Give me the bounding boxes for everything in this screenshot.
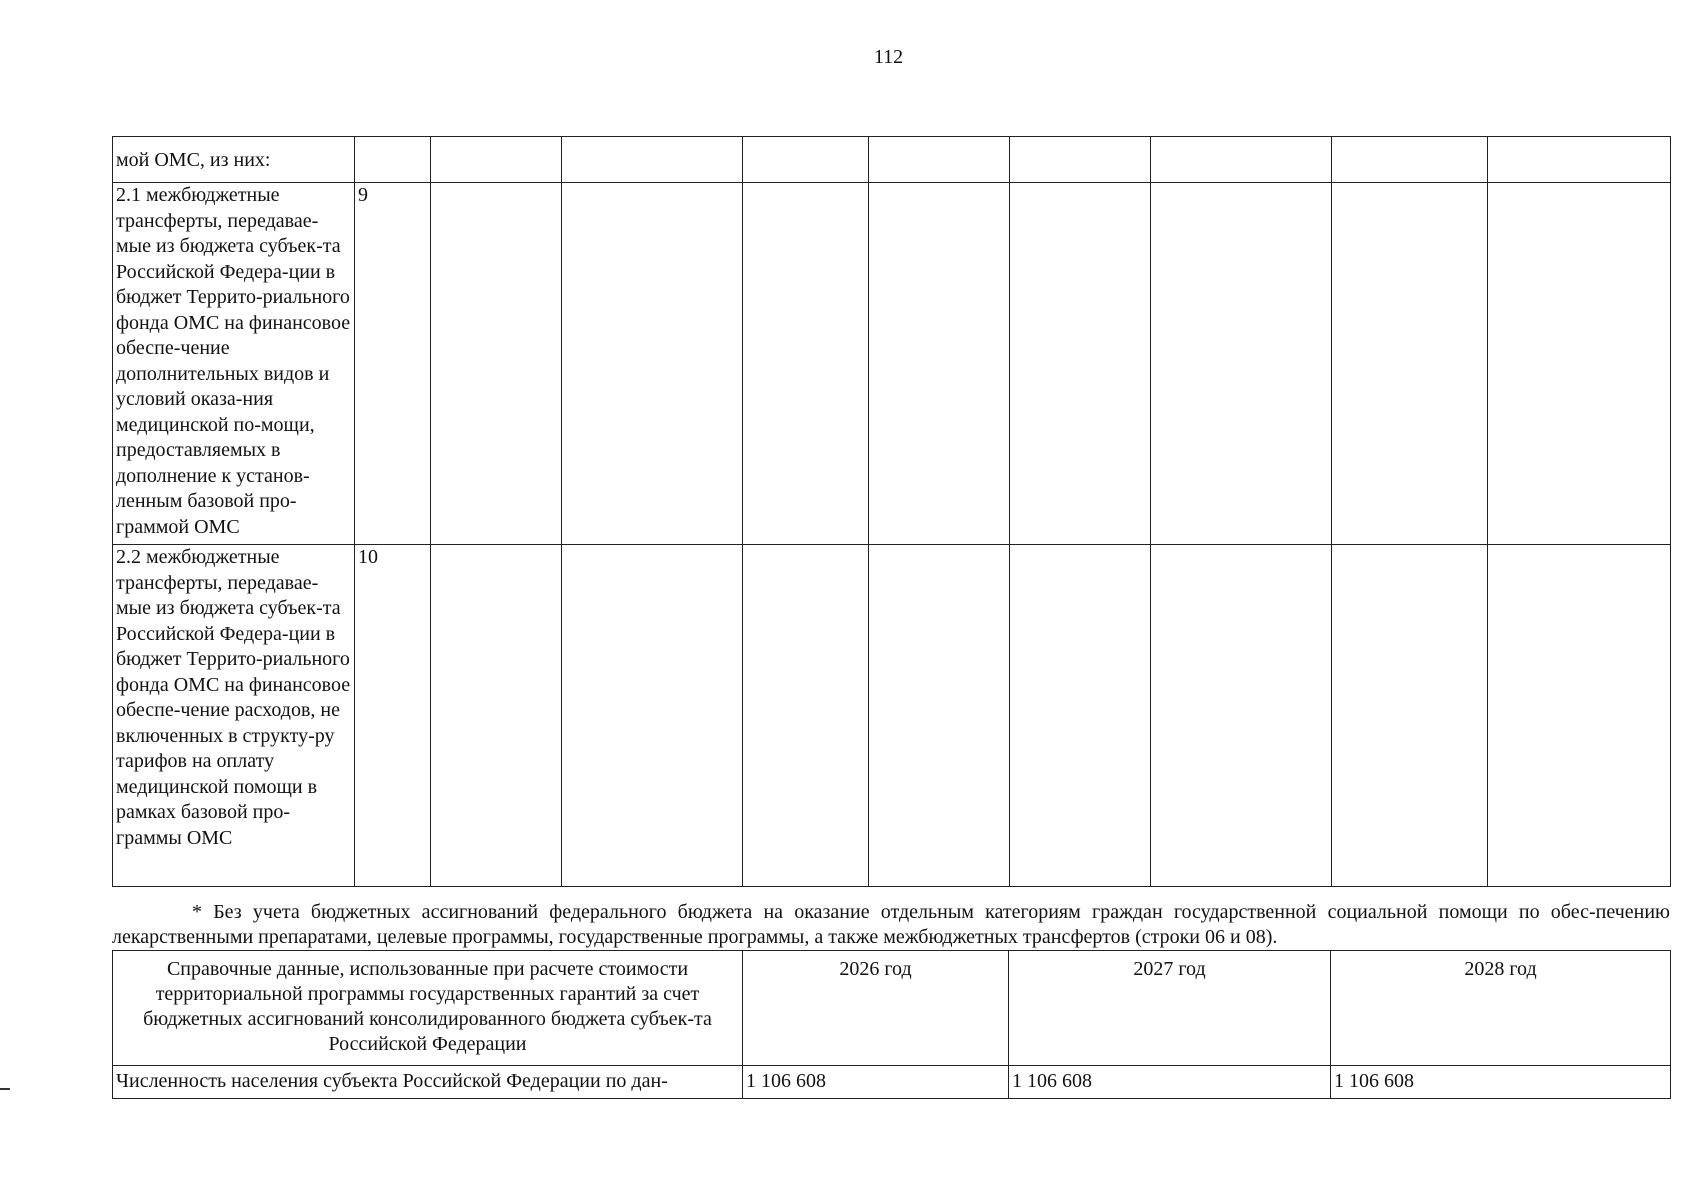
empty-cell <box>869 137 1010 183</box>
page-number: 112 <box>873 46 904 68</box>
empty-cell <box>1010 137 1151 183</box>
empty-cell <box>1488 183 1671 545</box>
year-header: 2028 год <box>1331 951 1671 1066</box>
year-header: 2027 год <box>1009 951 1331 1066</box>
row-number: 9 <box>355 183 431 545</box>
empty-cell <box>1151 183 1332 545</box>
population-value: 1 106 608 <box>1331 1066 1671 1099</box>
reference-description-header: Справочные данные, использованные при расчете стоимости территориальной программы государственных гарантий за счет бюджетных ассигнований консолидированного бюджета субъек-та Российской Федерации <box>113 951 743 1066</box>
empty-cell <box>562 183 743 545</box>
empty-cell <box>743 137 869 183</box>
table-row <box>113 1066 1671 1099</box>
empty-cell <box>743 183 869 545</box>
population-value: 1 106 608 <box>743 1066 1009 1099</box>
empty-cell <box>1010 183 1151 545</box>
population-value: 1 106 608 <box>1009 1066 1331 1099</box>
empty-cell <box>1332 545 1488 887</box>
empty-cell <box>1488 545 1671 887</box>
row-label: мой ОМС, из них: <box>113 137 355 183</box>
empty-cell <box>431 183 562 545</box>
row-number: 10 <box>355 545 431 887</box>
population-label: Численность населения субъекта Российской Федерации по дан- <box>113 1066 743 1099</box>
empty-cell <box>431 545 562 887</box>
empty-cell <box>869 183 1010 545</box>
margin-tick-mark <box>0 1088 10 1090</box>
empty-cell <box>1151 545 1332 887</box>
empty-cell <box>562 545 743 887</box>
footnote: * Без учета бюджетных ассигнований федерального бюджета на оказание отдельным категориям граждан государственной социальной помощи по обес-печению лекарственными препаратами, целевые программы, государственные программы, а также межбюджетных трансфертов (строки 06 и 08). <box>112 901 1670 948</box>
empty-cell <box>869 545 1010 887</box>
row-label: 2.2 межбюджетные трансферты, передавае-мые из бюджета субъек-та Российской Федера-ции в бюджет Террито-риального фонда ОМС на финансовое обеспе-чение расходов, не включенных в структу-ру тарифов на оплату медицинской помощи в рамках базовой про-граммы ОМС <box>113 545 355 887</box>
empty-cell <box>1151 137 1332 183</box>
table-row <box>113 183 1671 545</box>
empty-cell <box>431 137 562 183</box>
row-label: 2.1 межбюджетные трансферты, передавае-мые из бюджета субъек-та Российской Федера-ции в бюджет Террито-риального фонда ОМС на финансовое обеспе-чение дополнительных видов и условий оказа-ния медицинской по-мощи, предоставляемых в дополнение к установ-ленным базовой про-граммой ОМС <box>113 183 355 545</box>
empty-cell <box>1488 137 1671 183</box>
row-number <box>355 137 431 183</box>
empty-cell <box>1332 183 1488 545</box>
year-header: 2026 год <box>743 951 1009 1066</box>
table-header-row <box>113 951 1671 1066</box>
financing-table <box>112 136 1671 887</box>
reference-data-table <box>112 950 1671 1099</box>
table-row <box>113 545 1671 887</box>
table-row <box>113 137 1671 183</box>
empty-cell <box>562 137 743 183</box>
empty-cell <box>743 545 869 887</box>
empty-cell <box>1332 137 1488 183</box>
empty-cell <box>1010 545 1151 887</box>
